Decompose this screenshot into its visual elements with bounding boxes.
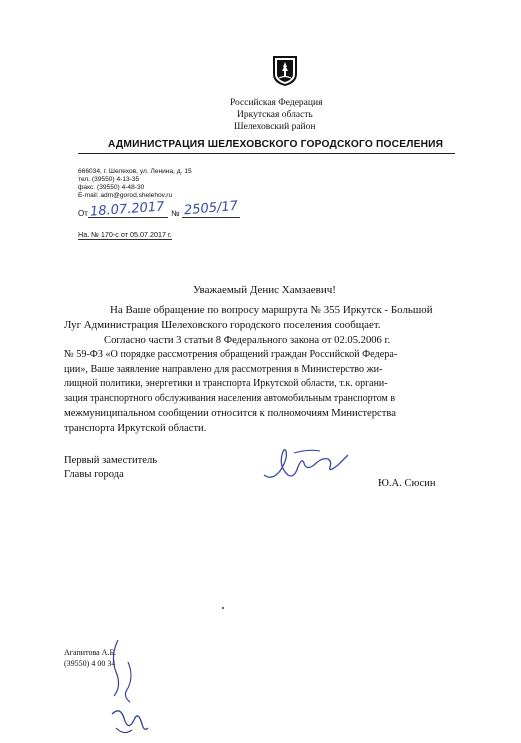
header-district: Шелеховский район (234, 122, 316, 132)
header-country: Российская Федерация (230, 98, 323, 108)
reg-number-field (182, 198, 240, 219)
salutation: Уважаемый Денис Хамзаевич! (193, 284, 336, 296)
organization-title: АДМИНИСТРАЦИЯ ШЕЛЕХОВСКОГО ГОРОДСКОГО ПОСЕЛЕНИЯ (108, 139, 444, 150)
reg-number: 2505/17 (183, 198, 239, 219)
contact-fax: факс. (39550) 4-48-30 (78, 184, 145, 191)
reg-number-label: № (171, 209, 180, 218)
body-line: № 59-ФЗ «О порядке рассмотрения обращений граждан Российской Федера- (64, 349, 398, 360)
body-line: Луг Администрация Шелеховского городского поселения сообщает. (64, 320, 381, 331)
body-line: лищной политики, энергетики и транспорта Иркутской области, т.к. органи- (64, 378, 388, 389)
reg-reply-to: На. № 170-с от 05.07.2017 г. (78, 230, 172, 239)
contact-phone: тел. (39550) 4-13-35 (78, 176, 140, 183)
body-line: На Ваше обращение по вопросу маршрута № 355 Иркутск - Большой (110, 305, 433, 316)
reg-date-field (88, 201, 168, 218)
executor-name: Агапитова А.Б. (64, 648, 117, 657)
header-divider (78, 153, 455, 154)
signer-position-line1: Первый заместитель (64, 455, 158, 466)
signer-position-line2: Главы города (64, 469, 124, 480)
contact-email: E-mail: adm@gorod.shelehov.ru (78, 192, 173, 199)
signer-name: Ю.А. Сюсин (378, 478, 436, 489)
coat-of-arms-emblem (272, 55, 298, 87)
body-line: межмуниципальном сообщении относится к полномочиям Министерства (64, 408, 396, 419)
body-line: Согласно части 3 статьи 8 Федерального закона от 02.05.2006 г. (104, 335, 391, 346)
reg-date: 18.07.2017 (89, 199, 165, 220)
contact-address: 666034, г. Шелехов, ул. Ленина, д. 15 (78, 168, 192, 175)
reg-from-label: От (78, 209, 88, 218)
body-line: ции», Ваше заявление направлено для рассмотрения в Министерство жи- (64, 364, 383, 375)
body-line: транспорта Иркутской области. (64, 423, 207, 434)
body-line: зация транспортного обслуживания населения автомобильным транспортом в (64, 393, 396, 404)
executor-phone: (39550) 4 00 34 (64, 659, 116, 668)
header-region: Иркутская область (237, 110, 313, 120)
handwritten-marks (104, 636, 152, 740)
scan-dot (222, 607, 224, 609)
handwritten-signature (258, 445, 354, 485)
